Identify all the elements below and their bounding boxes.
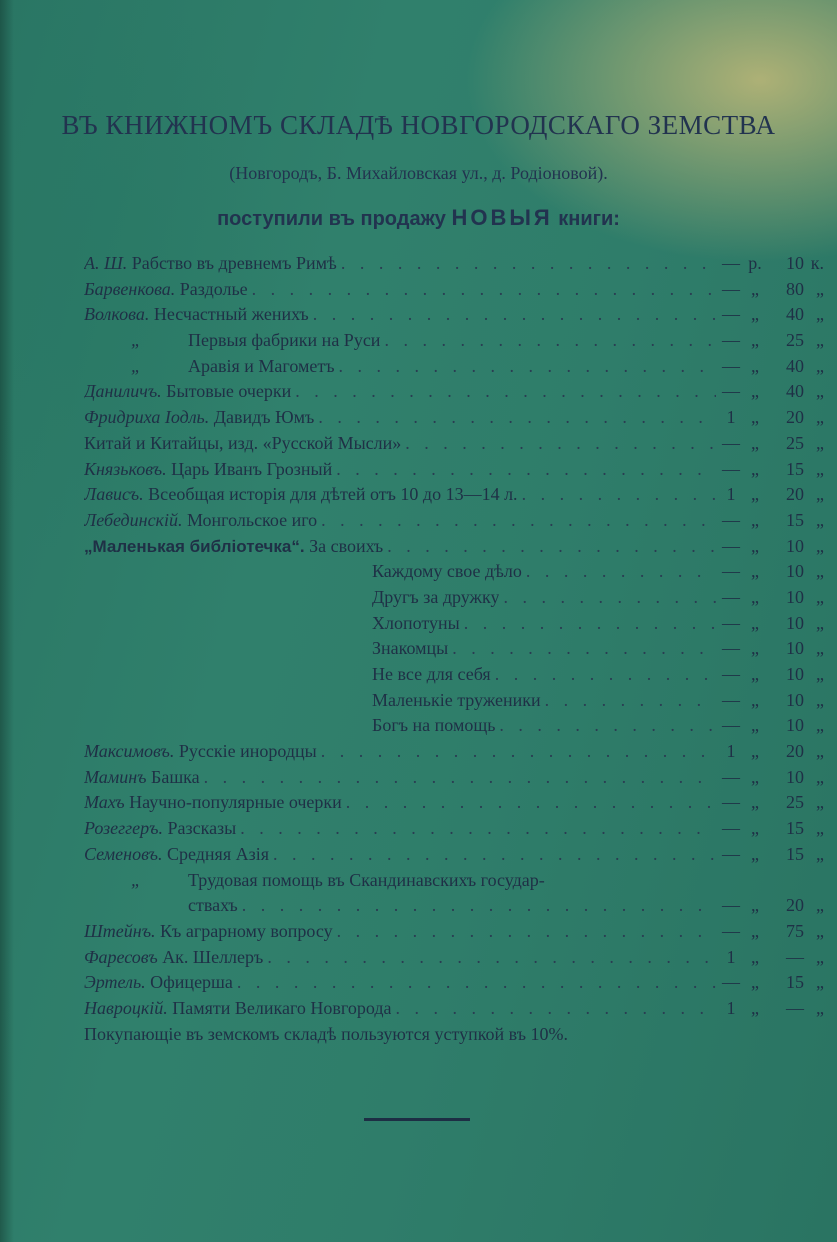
price-rubles: — [722, 586, 740, 607]
book-author: „ [130, 355, 141, 376]
currency-mark: „ [751, 561, 759, 582]
kopeck-mark: „ [816, 920, 824, 941]
currency-mark: „ [751, 997, 759, 1018]
currency-mark: „ [751, 484, 759, 505]
book-row [84, 715, 824, 741]
price-kopecks: 40 [786, 304, 804, 325]
leader-dots [295, 381, 716, 402]
book-row [84, 381, 824, 407]
book-author: Семеновъ. [84, 843, 163, 864]
currency-mark: „ [751, 766, 759, 787]
kopeck-mark: „ [816, 381, 824, 402]
book-title: Памяти Великаго Новгорода [172, 997, 392, 1018]
closing-rule [364, 1118, 470, 1121]
book-author: „ [130, 330, 141, 351]
currency-mark: „ [751, 407, 759, 428]
book-title: Давидъ Юмъ [213, 407, 315, 428]
price-rubles: — [722, 664, 740, 684]
page-edge-shadow [0, 0, 14, 1242]
kopeck-mark: к. [810, 253, 824, 273]
book-title: Не все для себя [372, 664, 491, 684]
book-title: Китай и Китайцы, изд. «Русской Мысли» [84, 432, 402, 453]
book-title: Знакомцы [372, 638, 449, 659]
book-author: Лависъ. [84, 484, 144, 505]
book-author: Фридриха Іодль. [84, 407, 210, 428]
book-title: Несчастный женихъ [153, 304, 309, 325]
currency-mark: „ [751, 946, 759, 967]
book-title: За своихъ [309, 535, 384, 556]
book-row [84, 870, 824, 896]
price-rubles: — [722, 818, 740, 839]
currency-mark: „ [751, 843, 759, 864]
book-row [84, 613, 824, 639]
book-row [84, 279, 824, 305]
book-row [84, 998, 824, 1024]
book-row [84, 972, 824, 998]
book-row [84, 844, 824, 870]
currency-mark: „ [751, 689, 759, 710]
book-author: Барвенкова. [84, 278, 176, 299]
subtitle-post: книги: [558, 208, 620, 230]
book-row [84, 304, 824, 330]
currency-mark: „ [751, 458, 759, 479]
price-kopecks: 25 [786, 432, 804, 453]
price-kopecks: 10 [786, 664, 804, 684]
price-rubles: — [722, 972, 740, 993]
leader-dots [545, 690, 716, 711]
book-title: Царь Иванъ Грозный [171, 458, 333, 479]
book-row [84, 433, 824, 459]
leader-dots [267, 947, 716, 968]
leader-dots [339, 356, 716, 377]
price-kopecks: 20 [786, 484, 804, 505]
book-author: Навроцкій. [84, 997, 168, 1018]
book-row [84, 664, 824, 690]
price-kopecks: 15 [786, 972, 804, 993]
book-title: Трудовая помощь въ Скандинавскихъ государ- [188, 869, 545, 890]
price-rubles: — [722, 432, 740, 453]
book-title: Бытовые очерки [166, 381, 292, 402]
price-rubles: — [722, 638, 740, 659]
price-kopecks: 10 [786, 586, 804, 607]
price-kopecks: 10 [786, 638, 804, 659]
price-kopecks: 10 [786, 612, 804, 633]
leader-dots [341, 253, 716, 274]
kopeck-mark: „ [816, 586, 824, 607]
currency-mark: „ [751, 330, 759, 351]
book-title: Другъ за дружку [372, 586, 500, 607]
currency-mark: р. [748, 253, 762, 273]
price-kopecks: 10 [786, 253, 804, 273]
kopeck-mark: „ [816, 895, 824, 916]
leader-dots [252, 279, 716, 300]
book-title: Богъ на помощь [372, 715, 496, 736]
kopeck-mark: „ [816, 741, 824, 762]
leader-dots [273, 844, 716, 865]
kopeck-mark: „ [816, 638, 824, 659]
price-rubles: — [722, 895, 740, 916]
kopeck-mark: „ [816, 997, 824, 1018]
currency-mark: „ [751, 715, 759, 736]
price-kopecks: 15 [786, 458, 804, 479]
currency-mark: „ [751, 355, 759, 376]
book-row [84, 767, 824, 793]
kopeck-mark: „ [816, 535, 824, 556]
price-rubles: — [722, 355, 740, 376]
book-title: Къ аграрному вопросу [160, 920, 333, 941]
price-kopecks: 40 [786, 381, 804, 402]
price-rubles: 1 [726, 741, 736, 762]
leader-dots [387, 536, 716, 557]
price-kopecks: 80 [786, 278, 804, 299]
book-author: Князьковъ. [84, 458, 167, 479]
price-rubles: 1 [726, 407, 736, 428]
book-row [84, 459, 824, 485]
page-title: ВЪ КНИЖНОМЪ СКЛАДѢ НОВГОРОДСКАГО ЗЕМСТВА [61, 110, 776, 140]
price-rubles: — [722, 561, 740, 582]
book-row [84, 536, 824, 562]
book-author: Фаресовъ [84, 946, 158, 967]
price-rubles: 1 [726, 946, 736, 967]
currency-mark: „ [751, 920, 759, 941]
book-author: Розеггеръ. [84, 818, 163, 839]
currency-mark: „ [751, 535, 759, 556]
price-rubles: 1 [726, 997, 736, 1018]
book-author: Эртель. [84, 972, 146, 993]
book-title: Разсказы [167, 818, 237, 839]
kopeck-mark: „ [816, 330, 824, 351]
price-rubles: — [722, 792, 740, 813]
price-rubles: — [722, 715, 740, 736]
book-row [84, 510, 824, 536]
price-kopecks: 10 [786, 689, 804, 710]
price-kopecks: — [786, 946, 804, 967]
price-kopecks: 15 [786, 843, 804, 864]
book-title: Всеобщая исторія для дѣтей отъ 10 до 13—14 л. [148, 484, 518, 505]
book-title: Хлопотуны [372, 612, 460, 633]
price-rubles: — [722, 304, 740, 325]
price-rubles: — [722, 253, 740, 273]
price-rubles: — [722, 278, 740, 299]
book-title: Научно-популярные очерки [129, 792, 342, 813]
book-row [84, 895, 824, 921]
book-row [84, 253, 824, 279]
price-rubles: — [722, 920, 740, 941]
leader-dots [499, 715, 716, 736]
price-kopecks: — [786, 997, 804, 1018]
currency-mark: „ [751, 612, 759, 633]
book-author: Волкова. [84, 304, 150, 325]
currency-mark: „ [751, 741, 759, 762]
book-row [84, 947, 824, 973]
leader-dots [318, 407, 716, 428]
kopeck-mark: „ [816, 946, 824, 967]
currency-mark: „ [751, 972, 759, 993]
currency-mark: „ [751, 664, 759, 684]
kopeck-mark: „ [816, 818, 824, 839]
kopeck-mark: „ [816, 278, 824, 299]
leader-dots [526, 561, 716, 582]
discount-note: Покупающіе въ земскомъ складѣ пользуются уступкой въ 10%. [84, 1024, 569, 1044]
price-kopecks: 15 [786, 818, 804, 839]
book-author: Штейнъ. [84, 920, 156, 941]
kopeck-mark: „ [816, 766, 824, 787]
book-title: Раздолье [179, 278, 248, 299]
kopeck-mark: „ [816, 432, 824, 453]
kopeck-mark: „ [816, 355, 824, 376]
currency-mark: „ [751, 278, 759, 299]
book-title: Русскіе инородцы [178, 741, 317, 762]
currency-mark: „ [751, 586, 759, 607]
price-rubles: 1 [726, 484, 736, 505]
price-kopecks: 25 [786, 792, 804, 813]
kopeck-mark: „ [816, 561, 824, 582]
book-author: Маминъ [84, 766, 147, 787]
leader-dots [495, 664, 716, 685]
book-row [84, 690, 824, 716]
leader-dots [237, 972, 716, 993]
price-rubles: — [722, 381, 740, 402]
subtitle-pre: поступили въ продажу [217, 208, 446, 230]
kopeck-mark: „ [816, 612, 824, 633]
currency-mark: „ [751, 381, 759, 402]
book-row [84, 407, 824, 433]
book-title: Офицерша [150, 972, 233, 993]
leader-dots [321, 741, 716, 762]
kopeck-mark: „ [816, 972, 824, 993]
price-kopecks: 10 [786, 715, 804, 736]
kopeck-mark: „ [816, 715, 824, 736]
leader-dots [240, 818, 716, 839]
book-title: Монгольское иго [186, 509, 318, 530]
leader-dots [405, 433, 716, 454]
kopeck-mark: „ [816, 509, 824, 530]
subtitle-new: НОВЫЯ [451, 205, 553, 230]
price-kopecks: 20 [786, 741, 804, 762]
price-rubles: — [722, 509, 740, 530]
book-row [84, 561, 824, 587]
book-row [84, 818, 824, 844]
currency-mark: „ [751, 638, 759, 659]
book-row [84, 356, 824, 382]
book-author: А. Ш. [84, 253, 128, 273]
price-kopecks: 75 [786, 920, 804, 941]
kopeck-mark: „ [816, 484, 824, 505]
book-list [84, 253, 824, 1024]
kopeck-mark: „ [816, 792, 824, 813]
subtitle [0, 205, 837, 231]
leader-dots [503, 587, 716, 608]
currency-mark: „ [751, 792, 759, 813]
book-title: Ак. Шеллеръ [162, 946, 264, 967]
currency-mark: „ [751, 432, 759, 453]
book-author: „ [130, 869, 141, 890]
series-name: „Маленькая библіотечка“. [84, 536, 305, 556]
book-row [84, 921, 824, 947]
book-title: Аравія и Магометъ [188, 355, 335, 376]
price-kopecks: 40 [786, 355, 804, 376]
kopeck-mark: „ [816, 843, 824, 864]
book-title: Каждому свое дѣло [372, 561, 522, 582]
price-kopecks: 20 [786, 895, 804, 916]
book-title: Рабство въ древнемъ Римѣ [131, 253, 337, 273]
leader-dots [452, 638, 716, 659]
leader-dots [384, 330, 716, 351]
leader-dots [336, 459, 716, 480]
book-author: Даниличъ. [84, 381, 162, 402]
kopeck-mark: „ [816, 407, 824, 428]
book-row [84, 330, 824, 356]
book-row [84, 484, 824, 510]
currency-mark: „ [751, 509, 759, 530]
price-rubles: — [722, 612, 740, 633]
currency-mark: „ [751, 304, 759, 325]
currency-mark: „ [751, 895, 759, 916]
book-title: ствахъ [188, 895, 238, 916]
leader-dots [337, 921, 716, 942]
kopeck-mark: „ [816, 689, 824, 710]
leader-dots [321, 510, 716, 531]
book-row [84, 638, 824, 664]
price-kopecks: 25 [786, 330, 804, 351]
price-rubles: — [722, 535, 740, 556]
kopeck-mark: „ [816, 458, 824, 479]
kopeck-mark: „ [816, 664, 824, 684]
price-rubles: — [722, 330, 740, 351]
address-line: (Новгородъ, Б. Михайловская ул., д. Родіоновой). [229, 163, 608, 183]
price-rubles: — [722, 689, 740, 710]
price-kopecks: 10 [786, 766, 804, 787]
leader-dots [522, 484, 716, 505]
price-kopecks: 10 [786, 535, 804, 556]
leader-dots [204, 767, 716, 788]
currency-mark: „ [751, 818, 759, 839]
book-title: Средняя Азія [167, 843, 269, 864]
book-row [84, 587, 824, 613]
book-author: Лебединскій. [84, 509, 183, 530]
leader-dots [242, 895, 716, 916]
price-kopecks: 10 [786, 561, 804, 582]
book-row [84, 792, 824, 818]
price-rubles: — [722, 458, 740, 479]
book-row [84, 741, 824, 767]
book-author: Максимовъ. [84, 741, 175, 762]
leader-dots [395, 998, 716, 1019]
book-title: Маленькіе труженики [372, 689, 541, 710]
kopeck-mark: „ [816, 304, 824, 325]
book-author: Махъ [84, 792, 125, 813]
leader-dots [464, 613, 716, 634]
book-title: Башка [151, 766, 200, 787]
price-kopecks: 20 [786, 407, 804, 428]
price-rubles: — [722, 843, 740, 864]
leader-dots [346, 792, 716, 813]
book-title: Первыя фабрики на Руси [188, 330, 381, 351]
leader-dots [313, 304, 716, 325]
price-kopecks: 15 [786, 509, 804, 530]
price-rubles: — [722, 766, 740, 787]
